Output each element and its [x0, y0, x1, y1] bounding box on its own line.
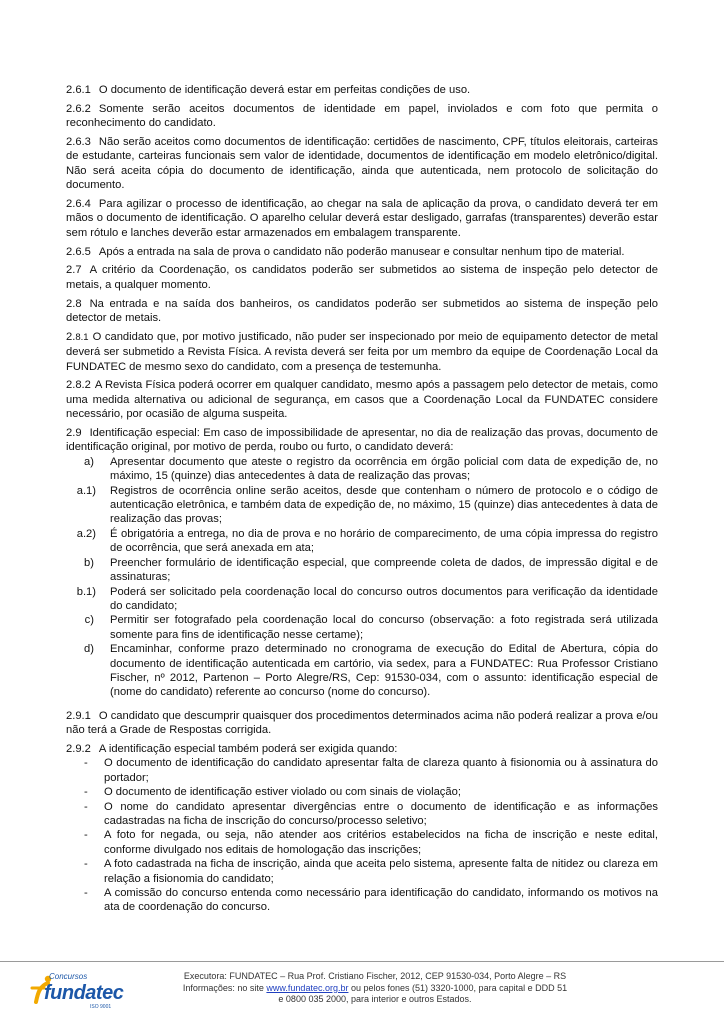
list-dash: - [84, 887, 88, 900]
section-number [66, 331, 93, 343]
list-item-text: O nome do candidato apresentar divergências entre o documento de identificação e as informações cadastradas na ficha de inscrição do concurso/processo seletivo; [104, 800, 658, 827]
section-2-6-4 [66, 197, 658, 240]
list-dash: - [84, 858, 88, 871]
section-text: O candidato que descumprir quaisquer dos procedimentos determinados acima não poderá realizar a prova e/ou não terá a Grade de Respostas corrigida. [66, 709, 658, 737]
footer-line-3: e 0800 035 2000, para interior e outros Estados. [278, 994, 472, 1004]
footer-divider [0, 961, 724, 962]
list-item-label: c) [84, 614, 94, 627]
list-item [66, 642, 658, 700]
section-number-part: 2. [66, 330, 76, 343]
list-item-label: a) [84, 455, 94, 468]
list-item-text: O documento de identificação estiver violado ou com sinais de violação; [104, 786, 461, 799]
special-id-list [66, 455, 658, 700]
section-text: Não serão aceitos como documentos de identificação: certidões de nascimento, CPF, títulos eleitorais, carteiras de estudante, carteiras funcionais sem valor de identidade, documentos de identificação em modelo eletrônico/digital. Não será aceita cópia do documento de identificação, ainda que autenticada, nem protocolo de solicitação do documento. [66, 136, 658, 192]
list-item-text: Apresentar documento que ateste o registro da ocorrência em órgão policial com data de expedição de, no máximo, 15 (quinze) dias antecedentes à data de realização das provas; [110, 455, 658, 483]
section-text: Após a entrada na sala de prova o candidato não poderão manusear e consultar nenhum tipo de material. [98, 245, 625, 258]
section-text: A critério da Coordenação, os candidatos poderão ser submetidos ao sistema de inspeção pelo detector de metais, a qualquer momento. [66, 264, 658, 291]
section-2-7 [66, 263, 658, 292]
list-item [66, 785, 658, 799]
special-id-conditions-list [66, 756, 658, 914]
section-2-6-2 [66, 102, 658, 131]
list-dash: - [84, 757, 88, 770]
list-item-text: É obrigatória a entrega, no dia de prova e no horário de comparecimento, de uma cópia impressa do registro de ocorrência, que será anexada em ata; [110, 527, 658, 555]
section-2-6-1 [66, 83, 658, 97]
footer-info-suffix: ou pelos fones (51) 3320-1000, para capital e DDD 51 [348, 982, 568, 993]
section-text: Na entrada e na saída dos banheiros, os candidatos poderão ser submetidos ao sistema de inspeção pelo detector de metais. [66, 297, 658, 325]
section-number: 2.6.2 [66, 102, 91, 115]
section-number-part: 8.1 [75, 331, 89, 343]
list-dash: - [84, 829, 88, 842]
list-item-label: a.2) [76, 527, 96, 540]
list-item-text: Poderá ser solicitado pela coordenação local do concurso outros documentos para verificação da identidade do candidato; [110, 585, 658, 612]
logo-subtitle: Concursos [49, 972, 88, 981]
section-2-8 [66, 297, 658, 326]
section-number: 2.8.2 [66, 379, 91, 392]
section-text: Somente serão aceitos documentos de identidade em papel, inviolados e com foto que permita o reconhecimento do candidato. [66, 102, 658, 130]
footer-info-prefix: Informações: no site [182, 982, 267, 993]
list-item [66, 484, 658, 527]
section-2-8-2 [66, 378, 658, 421]
list-item [66, 527, 658, 556]
list-item-label: b.1) [76, 585, 96, 598]
list-item-label: a.1) [76, 484, 96, 497]
section-text: Identificação especial: Em caso de impossibilidade de apresentar, no dia de realização das provas, documento de identificação original, por motivo de perda, roubo ou furto, o candidato deverá: [66, 427, 658, 454]
list-item-text: Encaminhar, conforme prazo determinado no cronograma de execução do Edital de Abertura, cópia do documento de identificação autenticada em cartório, via sedex, para a FUNDATEC: Rua Professor Cristiano Fischer, nº 2012, Partenon – Porto Alegre/RS, Cep: 91530-034, com o assunto: identificação especial de (nome do candidato) referente ao concurso (nome do concurso). [110, 643, 658, 699]
list-dash: - [84, 800, 88, 813]
list-item-text: Preencher formulário de identificação especial, que compreende coleta de dados, de impressão digital e de assinaturas; [110, 556, 658, 584]
section-text: A Revista Física poderá ocorrer em qualquer candidato, mesmo após a passagem pelo detector de metais, como uma medida alternativa ou adicional de segurança, em casos que a Coordenação Local da FUNDATEC considere necessário, por ocasião de alguma suspeita. [66, 379, 658, 421]
logo-iso-badge: ISO 9001 [90, 1004, 112, 1010]
section-number: 2.9.1 [66, 709, 91, 722]
list-item-text: A comissão do concurso entenda como necessário para identificação do candidato, informando os motivos na ata de coordenação do concurso. [104, 887, 658, 914]
footer-line-1: Executora: FUNDATEC – Rua Prof. Cristiano Fischer, 2012, CEP 91530-034, Porto Alegre – RS [183, 971, 567, 981]
section-2-6-3 [66, 135, 658, 193]
document-body [66, 83, 658, 915]
section-2-9-1 [66, 709, 658, 738]
list-item-text: A foto cadastrada na ficha de inscrição, ainda que aceita pelo sistema, apresente falta de nitidez ou clareza em relação a fisionomia do candidato; [104, 858, 658, 885]
footer-line-2 [140, 983, 610, 995]
list-item [66, 800, 658, 829]
list-item [66, 756, 658, 785]
list-item [66, 556, 658, 585]
section-number: 2.6.1 [66, 84, 91, 96]
list-item [66, 886, 658, 915]
section-2-6-5 [66, 245, 658, 259]
section-number: 2.9.2 [66, 742, 91, 755]
list-item [66, 585, 658, 614]
list-item-text: Permitir ser fotografado pela coordenação local do concurso (observação: a foto registrada será utilizada somente para fins de identificação nesse certame); [110, 614, 658, 641]
logo-wordmark: fundatec [44, 982, 124, 1004]
footer-website-link[interactable]: www.fundatec.org.br [266, 982, 349, 993]
section-text: O documento de identificação deverá estar em perfeitas condições de uso. [98, 84, 471, 96]
list-item-text: A foto for negada, ou seja, não atender aos critérios estabelecidos na ficha de inscrição e neste edital, conforme divulgado nos editais de homologação das inscrições; [104, 829, 658, 856]
section-number: 2.7 [66, 264, 82, 277]
section-text: Para agilizar o processo de identificação, ao chegar na sala de aplicação da prova, o candidato deverá ter em mãos o documento de identificação. O aparelho celular deverá estar desligado, garrafas (transparentes) deverão estar sem rótulo e lanches deverão estar armazenados em embalagem transparente. [66, 198, 658, 239]
list-dash: - [84, 786, 88, 799]
list-item [66, 613, 658, 642]
section-text: O candidato que, por motivo justificado, não puder ser inspecionado por meio de equipamento detector de metal deverá ser submetido a Revista Física. A revista deverá ser feita por um membro da equipe de Coordenação Local da FUNDATEC de mesmo sexo do candidato, com a presença de testemunha. [66, 330, 658, 373]
section-number: 2.8 [66, 297, 82, 310]
list-item-label: d) [84, 643, 94, 656]
page-footer [140, 971, 610, 1006]
spacer [66, 700, 658, 709]
list-item [66, 455, 658, 484]
section-number: 2.6.4 [66, 198, 91, 211]
section-text: A identificação especial também poderá ser exigida quando: [98, 742, 398, 755]
fundatec-logo [30, 972, 130, 1012]
list-item-text: O documento de identificação do candidato apresentar falta de clareza quanto à fisionomia ou à assinatura do portador; [104, 757, 658, 784]
section-2-8-1 [66, 330, 658, 374]
list-item-label: b) [84, 556, 94, 569]
section-number: 2.6.3 [66, 136, 91, 148]
section-2-9-2 [66, 742, 658, 756]
section-2-9 [66, 426, 658, 455]
list-item-text: Registros de ocorrência online serão aceitos, desde que contenham o número de protocolo e o código de autenticação eletrônica, e também data de expedição de, no máximo, 15 (quinze) dias antecedentes à data de realização das provas; [110, 484, 658, 526]
list-item [66, 857, 658, 886]
list-item [66, 828, 658, 857]
section-number: 2.9 [66, 427, 82, 440]
section-number: 2.6.5 [66, 245, 91, 258]
